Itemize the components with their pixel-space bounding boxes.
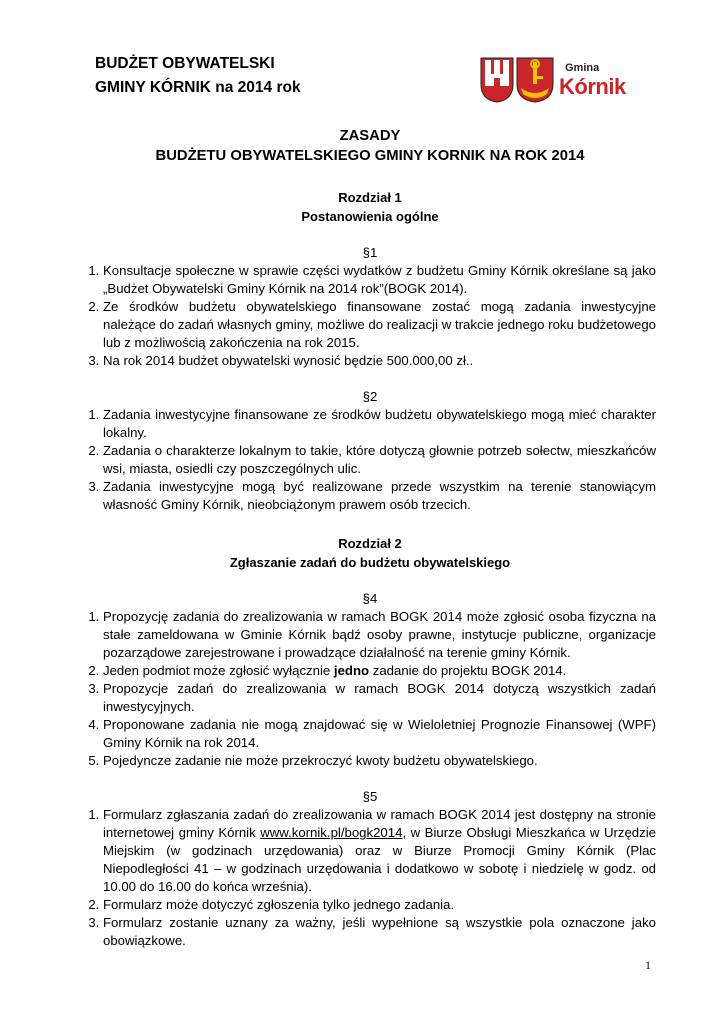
list-item-text: Jeden podmiot może zgłosić wyłącznie [103, 663, 334, 678]
list-item: 2. Formularz może dotyczyć zgłoszenia tylko jednego zadania. [103, 896, 656, 914]
section-1-list [84, 262, 656, 370]
logo-kornik-text: Kórnik [559, 74, 626, 99]
section-mark-4: §4 [362, 591, 378, 606]
list-item-text: , w Biurze Obsługi Mieszkańca w Urzędzie Miejskim (w godzinach urzędowania) oraz w Biurze Promocji Gminy Kórnik (Plac Niepodległości 41 – w godzinach urzędowania i dodatkowo w sobotę i niedzielę w godz. od 10.00 do 16.00 do końca września). [103, 825, 656, 894]
chapter2-heading [84, 534, 656, 572]
list-item-text: Formularz zgłaszania zadań do zrealizowania w ramach BOGK 2014 jest dostępny na stronie internetowej gminy Kórnik [103, 807, 656, 840]
coat-of-arms-icon [477, 54, 557, 104]
chapter2-number: Rozdział 2 [338, 536, 402, 551]
section-2-list [84, 406, 656, 514]
document-title-line1: ZASADY [339, 128, 401, 144]
list-item: 2. Zadania o charakterze lokalnym to takie, które dotyczą głownie potrzeb sołectw, mieszkańców wsi, miasta, osiedli czy poszczególnych ulic. [103, 442, 656, 478]
header-title-line2: GMINY KÓRNIK na 2014 rok [95, 79, 301, 96]
list-item: 1. Zadania inwestycyjne finansowane ze środków budżetu obywatelskiego mogą mieć charakter lokalny. [103, 406, 656, 442]
section-5-list [84, 806, 656, 950]
emphasis-jedno: jedno [333, 663, 370, 678]
page-header [95, 52, 655, 108]
list-item: 3. Na rok 2014 budżet obywatelski wynosić będzie 500.000,00 zł.. [103, 352, 656, 370]
section-mark-1: §1 [362, 245, 378, 260]
logo-gmina-text: Gmina [565, 62, 600, 74]
bogk-link[interactable]: www.kornik.pl/bogk2014 [260, 825, 403, 840]
section-4-list [84, 608, 656, 770]
document-body [84, 126, 656, 950]
chapter1-heading [84, 188, 656, 226]
list-item: 3. Formularz zostanie uznany za ważny, jeśli wypełnione są wszystkie pola oznaczone jako obowiązkowe. [103, 914, 656, 950]
document-title-line2: BUDŻETU OBYWATELSKIEGO GMINY KORNIK NA ROK 2014 [155, 148, 585, 164]
list-item: 2. Ze środków budżetu obywatelskiego finansowane zostać mogą zadania inwestycyjne należące do zadań własnych gminy, możliwe do realizacji w trakcie jednego roku budżetowego lub z możliwością zakończenia na rok 2015. [103, 298, 656, 352]
list-item [103, 806, 656, 896]
list-item: 1. Konsultacje społeczne w sprawie części wydatków z budżetu Gminy Kórnik określane są jako „Budżet Obywatelski Gminy Kórnik na 2014 rok”(BOGK 2014). [103, 262, 656, 298]
list-item: 3. Propozycje zadań do zrealizowania w ramach BOGK 2014 dotyczą wszystkich zadań inwestycyjnych. [103, 680, 656, 716]
list-item: 5. Pojedyncze zadanie nie może przekroczyć kwoty budżetu obywatelskiego. [103, 752, 656, 770]
document-title [84, 126, 656, 166]
page-number: 1 [645, 958, 651, 972]
chapter1-title: Postanowienia ogólne [301, 209, 439, 224]
chapter1-number: Rozdział 1 [338, 190, 402, 205]
list-item [103, 662, 656, 680]
gmina-kornik-logo [477, 54, 653, 104]
header-title-line1: BUDŻET OBYWATELSKI [95, 55, 275, 72]
list-item-text: zadanie do projektu BOGK 2014. [369, 663, 567, 678]
list-item: 3. Zadania inwestycyjne mogą być realizowane przede wszystkim na terenie stanowiącym własność Gminy Kórnik, nieobciążonym prawem osób trzecich. [103, 478, 656, 514]
section-mark-5: §5 [362, 789, 378, 804]
section-mark-2: §2 [362, 389, 378, 404]
list-item: 4. Proponowane zadania nie mogą znajdować się w Wieloletniej Prognozie Finansowej (WPF) Gminy Kórnik na rok 2014. [103, 716, 656, 752]
list-item: 1. Propozycję zadania do zrealizowania w ramach BOGK 2014 może zgłosić osoba fizyczna na stałe zameldowana w Gminie Kórnik bądź osoby prawne, instytucje publiczne, organizacje pozarządowe zarejestrowane i prowadzące działalność na terenie gminy Kórnik. [103, 608, 656, 662]
chapter2-title: Zgłaszanie zadań do budżetu obywatelskiego [229, 555, 511, 570]
